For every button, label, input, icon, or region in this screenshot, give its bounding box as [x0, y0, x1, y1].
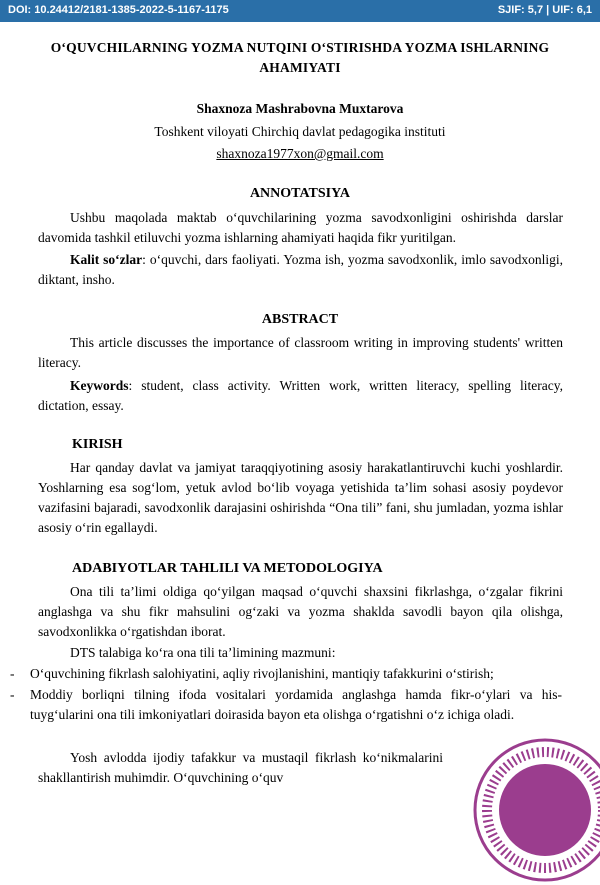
- adabiyotlar-paragraph-1: Ona tili ta’limi oldiga qo‘yilgan maqsad o‘quvchi shaxsini fikrlashga, o‘zgalar fikrini anglashga va shu fikr mahsulini og‘zaki va yozma shaklda savodli bayon qila olishga, savodxonlikka o‘rgatishdan iborat.: [38, 584, 563, 639]
- logo-center: [499, 764, 591, 856]
- kirish-text: Har qanday davlat va jamiyat taraqqiyotining asosiy harakatlantiruvchi kuchi yoshlardir. Yoshlarning esa sog‘lom, yetuk avlod bo‘lib voyaga yetishida ta’lim sohasi asosiy poydevor vazifasini bajaradi, savodxonlik darajasini oshirishda “Ona tili” fani, shu jumladan, yozma ishlar asosiy o‘rin egallaydi.: [38, 460, 563, 535]
- author-affiliation: Toshkent viloyati Chirchiq davlat pedagogika instituti: [154, 124, 446, 139]
- abstract-text: This article discusses the importance of classroom writing in improving students' written literacy.: [38, 335, 563, 370]
- adabiyotlar-heading: ADABIYOTLAR TAHLILI VA METODOLOGIYA: [72, 561, 383, 576]
- keywords-label-en: Keywords: [70, 378, 129, 393]
- journal-logo: [470, 735, 600, 885]
- kirish-heading: KIRISH: [72, 437, 123, 452]
- doi-text[interactable]: DOI: 10.24412/2181-1385-2022-5-1167-1175: [8, 4, 229, 16]
- abstract-keywords: [38, 376, 563, 416]
- list-item-text: O‘quvchining fikrlash salohiyatini, aqliy rivojlanishini, mantiqiy tafakkurini o‘stirish;: [30, 666, 494, 681]
- bullet-dash: -: [10, 666, 15, 681]
- list-item-text: Moddiy borliqni tilning ifoda vositalari yordamida anglashga hamda fikr-o‘ylari va his-tuyg‘ularini ona tili imkoniyatlari doirasida bayon eta olishga o‘rgatishni o‘z ichiga oladi.: [30, 687, 562, 722]
- abstract-heading: ABSTRACT: [261, 312, 339, 327]
- annotatsiya-text: Ushbu maqolada maktab o‘quvchilarining yozma savodxonligini oshirishda darslar davomida tashkil etiluvchi yozma ishlarning ahamiyati haqida fikr yuritilgan.: [38, 210, 563, 245]
- keywords-text-en: : student, class activity. Written work, written literacy, spelling literacy, dictation, essay.: [38, 378, 563, 413]
- journal-header-bar: [0, 0, 600, 22]
- annotatsiya-heading: ANNOTATSIYA: [249, 186, 351, 201]
- adabiyotlar-paragraph-3: Yosh avlodda ijodiy tafakkur va mustaqil fikrlash ko‘nikmalarini shakllantirish muhimdir. O‘quvchining o‘quv: [38, 750, 443, 785]
- author-name: Shaxnoza Mashrabovna Muxtarova: [196, 101, 404, 116]
- annotatsiya-keywords: [38, 250, 563, 290]
- list-item: [10, 664, 562, 684]
- bullet-dash: -: [10, 687, 15, 702]
- impact-factor-text: SJIF: 5,7 | UIF: 6,1: [497, 4, 592, 16]
- list-item: [10, 685, 562, 725]
- keywords-text: : o‘quvchi, dars faoliyati. Yozma ish, yozma savodxonlik, imlo savodxonligi, diktant, insho.: [38, 252, 563, 287]
- keywords-label: Kalit so‘zlar: [70, 252, 143, 267]
- author-email-link[interactable]: shaxnoza1977xon@gmail.com: [216, 146, 384, 161]
- article-title: O‘QUVCHILARNING YOZMA NUTQINI O‘STIRISHDA YOZMA ISHLARNING AHAMIYATI: [50, 40, 550, 75]
- adabiyotlar-paragraph-2: DTS talabiga ko‘ra ona tili ta’limining mazmuni:: [70, 645, 336, 660]
